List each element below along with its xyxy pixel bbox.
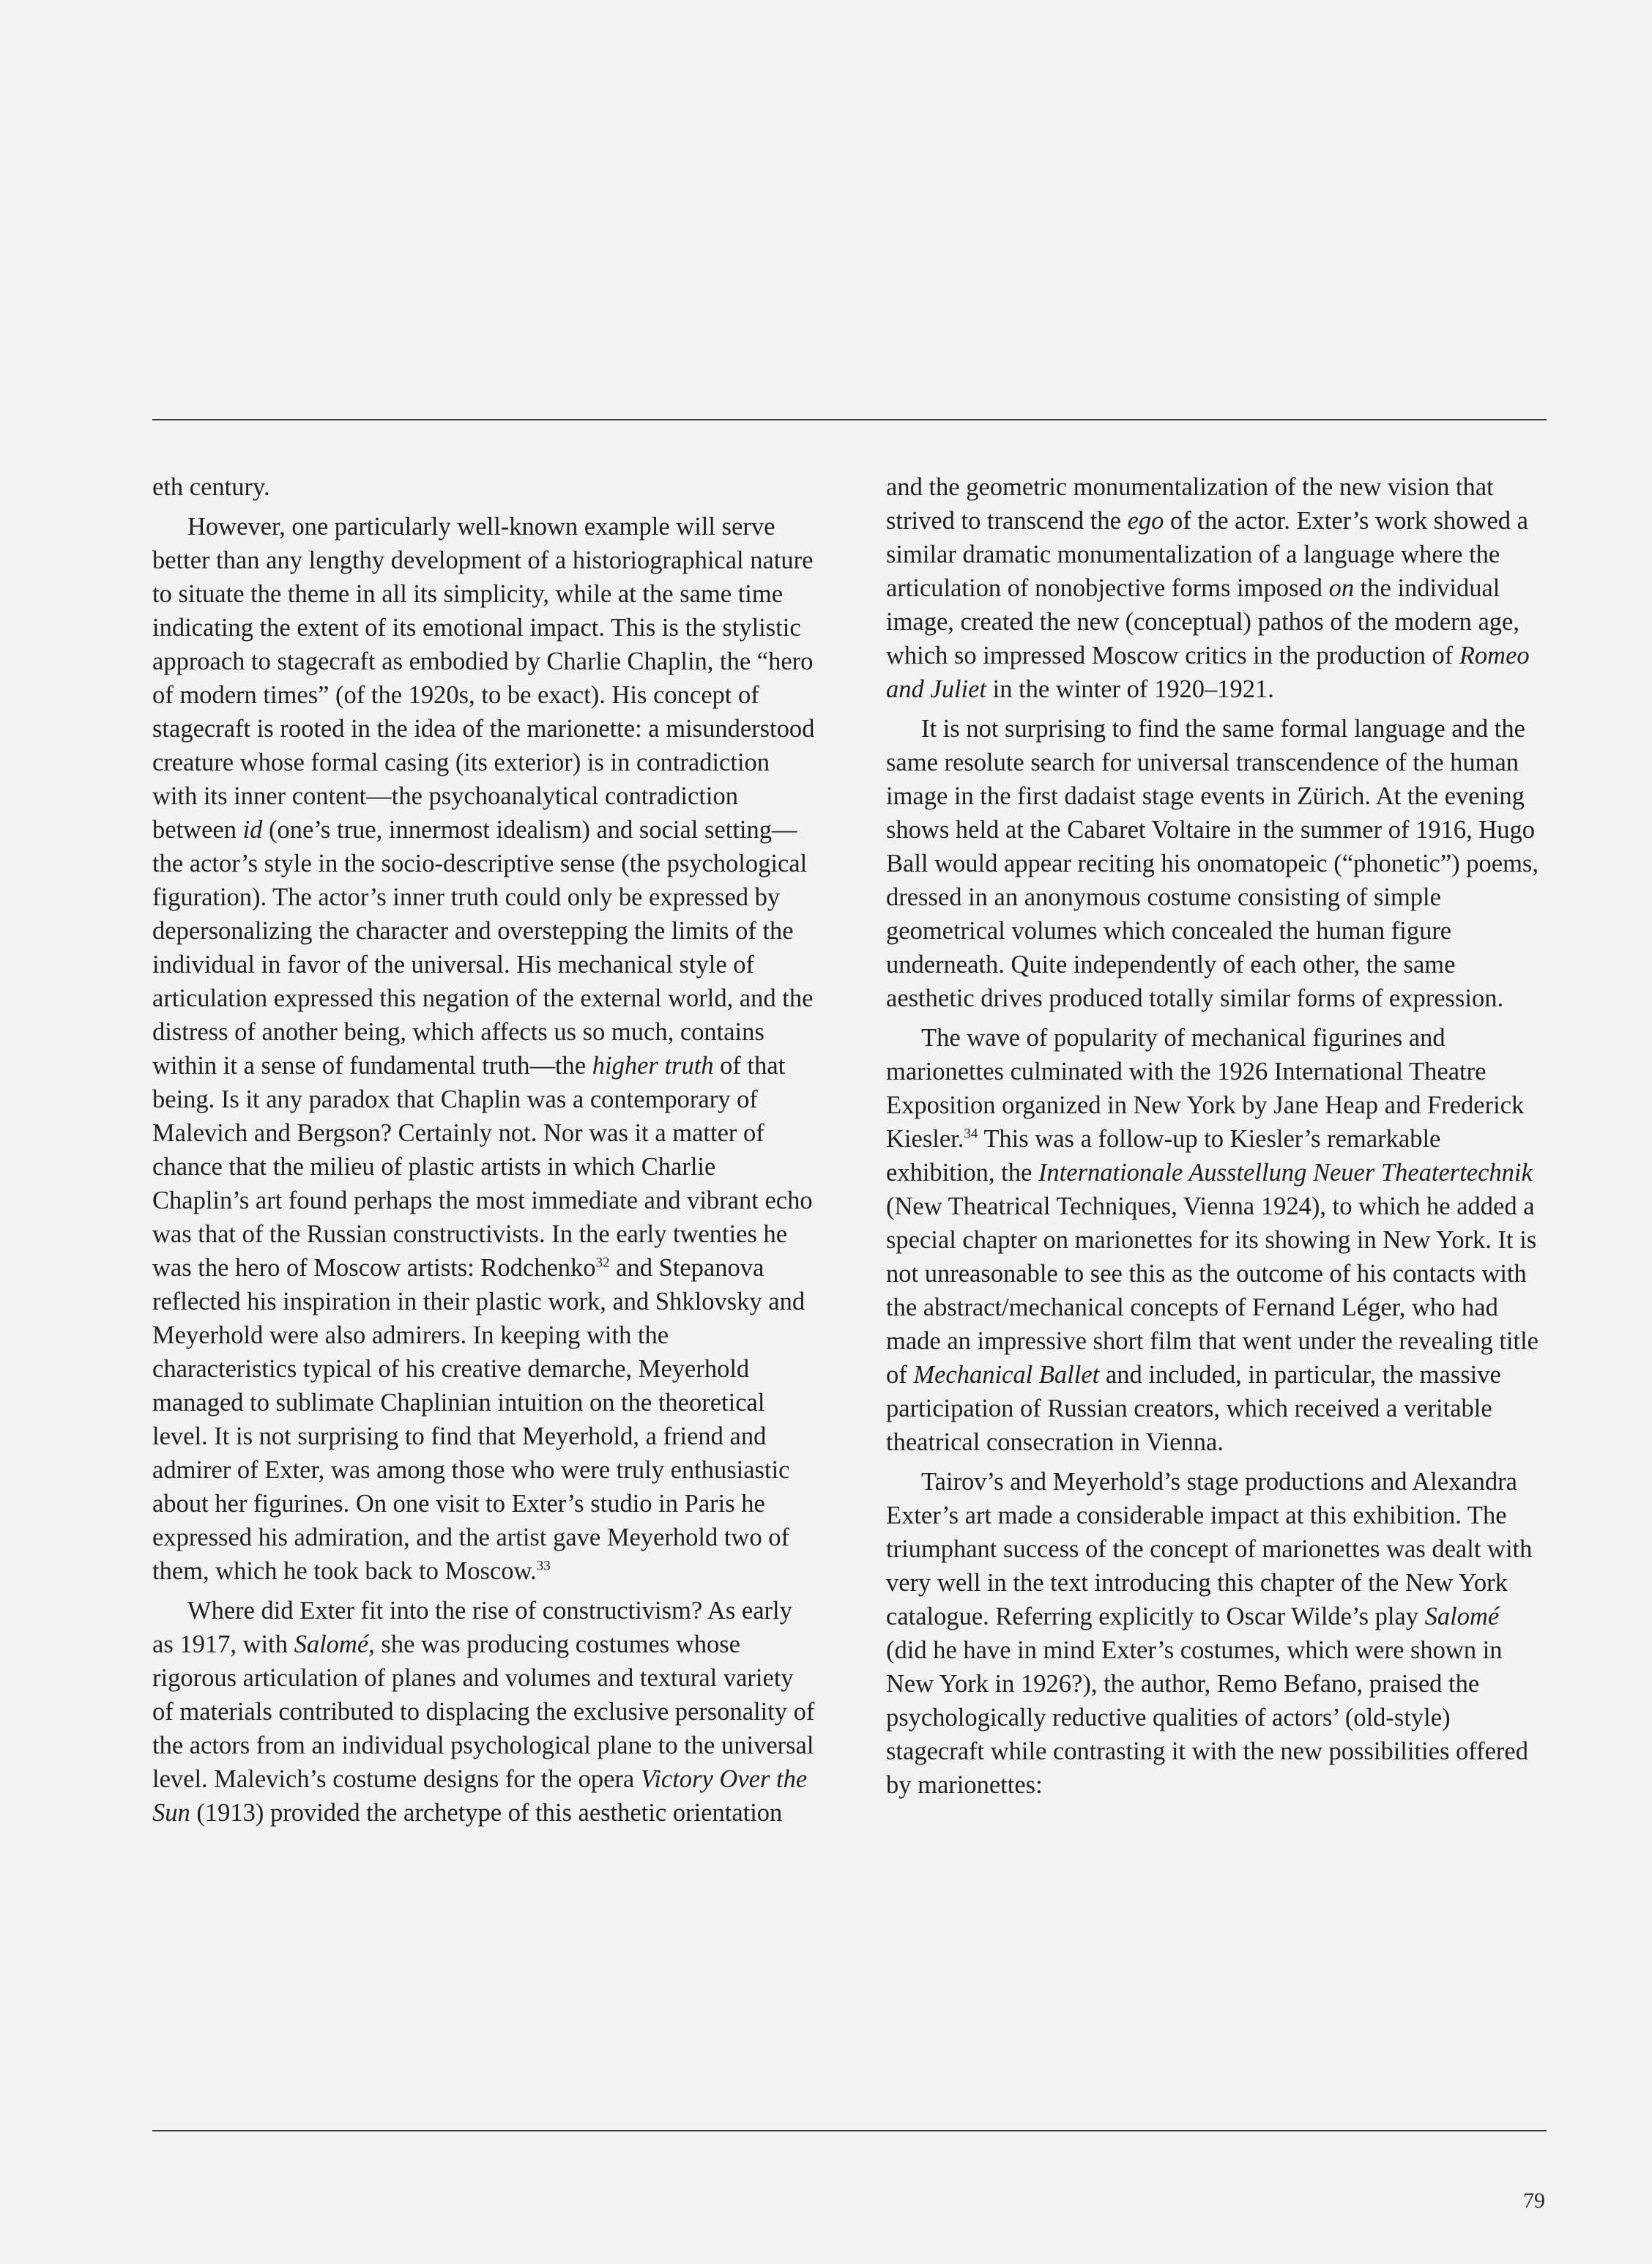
paragraph bbox=[886, 1465, 1545, 1802]
paragraph bbox=[152, 470, 815, 504]
text-run: the individual image, created the new (conceptual) pathos of the modern age, which so impressed Moscow critics in the production of bbox=[886, 574, 1519, 669]
paragraph bbox=[886, 712, 1545, 1015]
text-run: Where did Exter fit into the rise of constructivism? As early as 1917, with bbox=[152, 1597, 792, 1658]
italic-text: ego bbox=[1127, 507, 1164, 535]
text-run: This was a follow-up to Kiesler’s remarkable exhibition, the bbox=[886, 1125, 1441, 1187]
text-run: (New Theatrical Techniques, Vienna 1924), to which he added a special chapter on marionettes for its showing in New York. It is not unreasonable to see this as the outcome of his contacts with the abstract/mechanical concepts of Fernand Léger, who had made an impressive short film that went under the revealing title of bbox=[886, 1192, 1538, 1389]
bottom-rule bbox=[152, 2130, 1547, 2131]
text-run: (did he have in mind Exter’s costumes, which were shown in New York in 1926?), the author, Remo Befano, praised the psychologically reductive qualities of actors’ (old-style) stagecraft while contrasting it with the new possibilities offered by marionettes: bbox=[886, 1636, 1528, 1799]
text-run: However, one particularly well-known example will serve better than any lengthy development of a historiographical nature to situate the theme in all its simplicity, while at the same time indicating the extent of its emotional impact. This is the stylistic approach to stagecraft as embodied by Charlie Chaplin, the “hero of modern times” (of the 1920s, to be exact). His concept of stagecraft is rooted in the idea of the marionette: a misunderstood creature whose formal casing (its exterior) is in contradiction with its inner content—the psychoanalytical contradiction between bbox=[152, 513, 815, 844]
footnote-ref: 32 bbox=[595, 1255, 610, 1271]
text-run: eth century. bbox=[152, 473, 270, 501]
italic-text: Internationale Ausstellung Neuer Theatertechnik bbox=[1038, 1159, 1533, 1187]
right-column bbox=[886, 470, 1545, 1808]
italic-text: on bbox=[1328, 574, 1355, 602]
italic-text: Romeo and Juliet bbox=[886, 642, 1530, 703]
text-run: The wave of popularity of mechanical figurines and marionettes culminated with the 1926 International Theatre Exposition organized in New York by Jane Heap and Frederick Kiesler. bbox=[886, 1024, 1525, 1153]
text-run: Tairov’s and Meyerhold’s stage productions and Alexandra Exter’s art made a considerable impact at this exhibition. The triumphant success of the concept of marionettes was dealt with very well in the text introducing this chapter of the New York catalogue. Referring explicitly to Oscar Wilde’s play bbox=[886, 1468, 1533, 1630]
paragraph bbox=[152, 510, 815, 1588]
paragraph bbox=[152, 1594, 815, 1830]
text-run: in the winter of 1920–1921. bbox=[986, 675, 1274, 703]
text-run: (1913) provided the archetype of this aesthetic orientation bbox=[190, 1799, 783, 1827]
italic-text: Salomé, bbox=[294, 1630, 375, 1658]
text-run: she was producing costumes whose rigorous articulation of planes and volumes and textural variety of materials contributed to displacing the exclusive personality of the actors from an individual psychological plane to the universal level. Malevich’s costume designs for the opera bbox=[152, 1630, 815, 1793]
paragraph bbox=[886, 1021, 1545, 1459]
text-run: of the actor. Exter’s work showed a similar dramatic monumentalization of a language where the articulation of nonobjective forms imposed bbox=[886, 507, 1528, 602]
italic-text: Victory Over the Sun bbox=[152, 1765, 808, 1827]
text-run: (one’s true, innermost idealism) and social setting—the actor’s style in the socio-descriptive sense (the psychological figuration). The actor’s inner truth could only be expressed by depersonalizing the character and overstepping the limits of the individual in favor of the universal. His mechanical style of articulation expressed this negation of the external world, and the distress of another being, which affects us so much, contains within it a sense of fundamental truth—the bbox=[152, 816, 814, 1080]
paragraph bbox=[886, 470, 1545, 706]
left-column bbox=[152, 470, 815, 1836]
italic-text: id bbox=[242, 816, 263, 844]
text-run: of that being. Is it any paradox that Chaplin was a contemporary of Malevich and Bergson? Certainly not. Nor was it a matter of chance that the milieu of plastic artists in which Charlie Chaplin’s art found perhaps the most immediate and vibrant echo was that of the Russian constructivists. In the early twenties he was the hero of Moscow artists: Rodchenko bbox=[152, 1052, 813, 1282]
italic-text: Mechanical Ballet bbox=[913, 1361, 1100, 1389]
top-rule bbox=[152, 419, 1547, 420]
text-run: and included, in particular, the massive participation of Russian creators, which received a veritable theatrical consecration in Vienna. bbox=[886, 1361, 1501, 1456]
footnote-ref: 33 bbox=[536, 1558, 551, 1574]
italic-text: Salomé bbox=[1424, 1603, 1500, 1630]
page-number: 79 bbox=[1523, 2189, 1545, 2213]
italic-text: higher truth bbox=[592, 1052, 714, 1080]
text-run: and the geometric monumentalization of the new vision that strived to transcend the bbox=[886, 473, 1494, 535]
text-run: It is not surprising to find the same formal language and the same resolute search for universal transcendence of the human image in the first dadaist stage events in Zürich. At the evening shows held at the Cabaret Voltaire in the summer of 1916, Hugo Ball would appear reciting his onomatopeic (“phonetic”) poems, dressed in an anonymous costume consisting of simple geometrical volumes which concealed the human figure underneath. Quite independently of each other, the same aesthetic drives produced totally similar forms of expression. bbox=[886, 715, 1538, 1012]
footnote-ref: 34 bbox=[964, 1126, 978, 1142]
text-run: and Stepanova reflected his inspiration in their plastic work, and Shklovsky and Meyerhold were also admirers. In keeping with the characteristics typical of his creative demarche, Meyerhold managed to sublimate Chaplinian intuition on the theoretical level. It is not surprising to find that Meyerhold, a friend and admirer of Exter, was among those who were truly enthusiastic about her figurines. On one visit to Exter’s studio in Paris he expressed his admiration, and the artist gave Meyerhold two of them, which he took back to Moscow. bbox=[152, 1254, 805, 1585]
